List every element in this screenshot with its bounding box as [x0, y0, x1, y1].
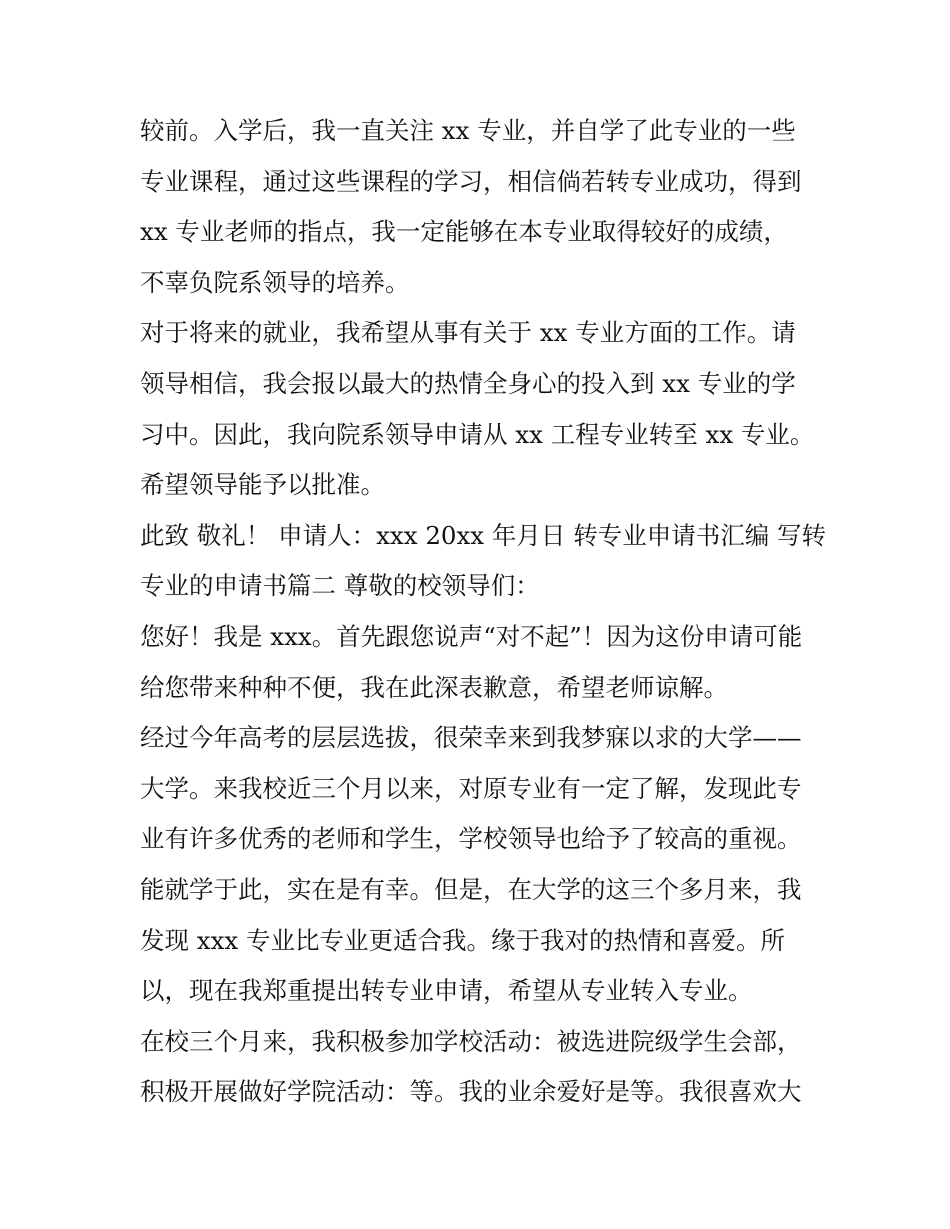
- text-line: 较前。入学后，我一直关注 xx 专业，并自学了此专业的一些: [140, 116, 796, 145]
- document-body: [140, 106, 826, 1118]
- text-line: xx 专业老师的指点，我一定能够在本专业取得较好的成绩，: [140, 217, 788, 247]
- text-line: 您好！我是 xxx。首先跟您说声“对不起”！因为这份申请可能: [140, 621, 803, 651]
- text-line: 能就学于此，实在是有幸。但是，在大学的这三个多月来，我: [140, 874, 802, 904]
- text-line: 业有许多优秀的老师和学生，学校领导也给予了较高的重视。: [140, 824, 802, 854]
- text-line: 领导相信，我会报以最大的热情全身心的投入到 xx 专业的学: [140, 368, 796, 398]
- text-line: 不辜负院系领导的培养。: [140, 267, 410, 297]
- text-line: 大学。来我校近三个月以来，对原专业有一定了解，发现此专: [140, 773, 802, 803]
- text-line: 习中。因此，我向院系领导申请从 xx 工程专业转至 xx 专业。: [140, 419, 815, 449]
- text-line: 给您带来种种不便，我在此深表歉意，希望老师谅解。: [140, 672, 728, 702]
- text-line: 发现 xxx 专业比专业更适合我。缘于我对的热情和喜爱。所: [140, 925, 786, 955]
- text-line: 此致 敬礼！ 申请人：xxx 20xx 年月日 转专业申请书汇编 写转: [140, 520, 826, 550]
- text-line: 专业课程，通过这些课程的学习，相信倘若转专业成功，得到: [140, 166, 802, 196]
- text-line: 经过今年高考的层层选拔，很荣幸来到我梦寐以求的大学——: [140, 723, 802, 753]
- text-line: 希望领导能予以批准。: [140, 470, 385, 500]
- text-line: 在校三个月来，我积极参加学校活动：被选进院级学生会部，: [140, 1026, 802, 1056]
- text-line: 以，现在我郑重提出转专业申请，希望从专业转入专业。: [140, 976, 753, 1006]
- text-line: 专业的申请书篇二 尊敬的校领导们：: [140, 571, 540, 601]
- text-line: 积极开展做好学院活动：等。我的业余爱好是等。我很喜欢大: [140, 1077, 802, 1107]
- text-line: 对于将来的就业，我希望从事有关于 xx 专业方面的工作。请: [140, 318, 796, 348]
